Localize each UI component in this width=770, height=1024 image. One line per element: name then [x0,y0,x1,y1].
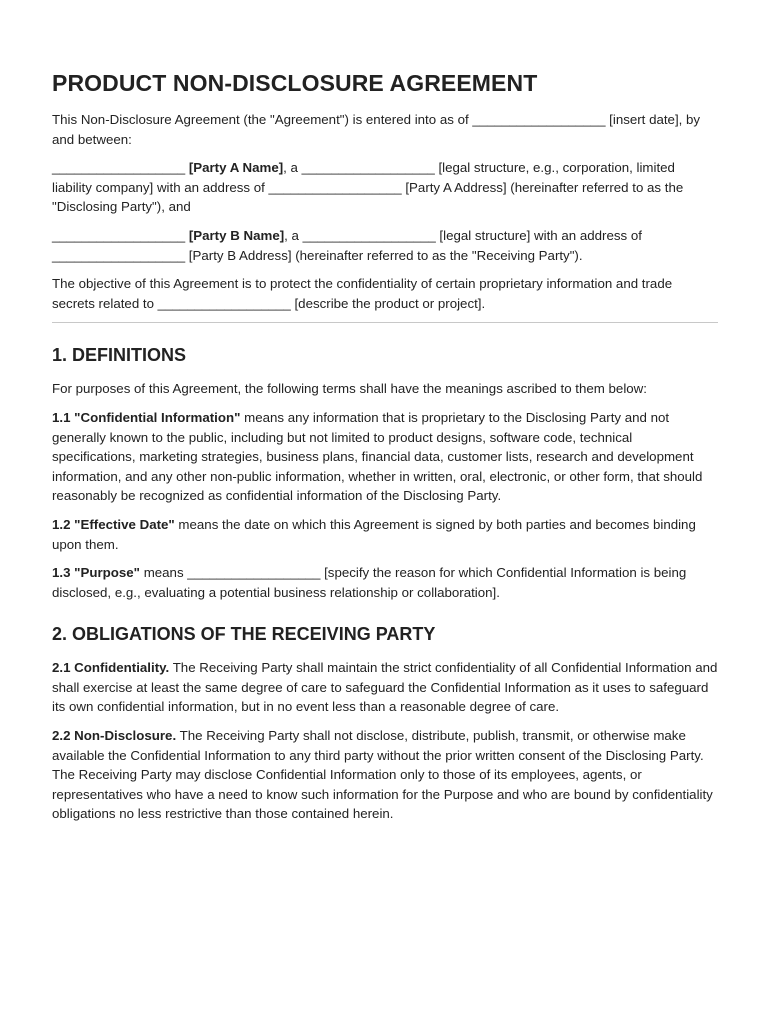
clause-2-2 [52,726,718,824]
section-2-heading: 2. OBLIGATIONS OF THE RECEIVING PARTY [52,624,436,645]
clause-2-1 [52,658,718,717]
clause-text: The Receiving Party shall maintain the strict confidentiality of all Confidential Information and shall exercise at least the same degree of care to safeguard the Confidential Information as it uses to safeguard its own confidential information, but in no event less than a reasonable degree of care. [52,660,718,715]
definition-1-1 [52,408,718,506]
definition-text: means any information that is proprietary to the Disclosing Party and not generally known to the public, including but not limited to product designs, software code, technical specifications, marketing strategies, business plans, financial data, customer lists, research and development information, and any other non-public information, whether in written, oral, electronic, or other form, that should reasonably be recognized as confidential information of the Disclosing Party. [52,409,703,504]
party-b-name: [Party B Name] [188,227,285,243]
clause-text: The Receiving Party shall not disclose, distribute, publish, transmit, or otherwise make available the Confidential Information to any third party without the prior written consent of the Disclosing Party. The Receiving Party may disclose Confidential Information only to those of its employees, agents, or representatives who have a need to know such information for the Purpose and who are bound by confidentiality obligations no less restrictive than those contained herein. [52,728,713,822]
definition-text: means __________________ [specify the reason for which Confidential Information is being disclosed, e.g., evaluating a potential business relationship or collaboration]. [52,565,687,600]
party-a-text: , a __________________ [legal structure, e.g., corporation, limited liability company] with an address of __________________ [Party A Address] (hereinafter referred to as the "Disclosing Party"), and [52,160,684,215]
clause-term: 2.1 Confidentiality. [52,660,170,676]
definition-1-2 [52,515,718,554]
party-b-blank: __________________ [52,227,189,243]
definition-1-3 [52,563,718,602]
clause-term: 2.2 Non-Disclosure. [52,728,177,744]
party-a-blank: __________________ [52,160,189,176]
party-b-text: , a __________________ [legal structure] with an address of __________________ [Party B Address] (hereinafter referred to as the "Receiving Party"). [52,227,642,263]
section-1-intro: For purposes of this Agreement, the following terms shall have the meanings ascribed to them below: [52,381,647,397]
party-a-paragraph [52,158,718,217]
intro-paragraph: This Non-Disclosure Agreement (the "Agreement") is entered into as of __________________ [insert date], by and between: [52,112,701,147]
definition-text: means the date on which this Agreement is signed by both parties and becomes binding upon them. [52,516,696,552]
party-a-name: [Party A Name] [188,160,284,176]
section-1-heading: 1. DEFINITIONS [52,345,187,366]
document-title: PRODUCT NON-DISCLOSURE AGREEMENT [52,70,538,96]
definition-term: 1.1 "Confidential Information" [52,409,241,425]
section-divider [52,322,718,323]
objective-paragraph: The objective of this Agreement is to protect the confidentiality of certain proprietary information and trade secrets related to __________________ [describe the product or project]. [52,276,673,311]
definition-term: 1.2 "Effective Date" [52,516,175,532]
definition-term: 1.3 "Purpose" [52,565,140,581]
party-b-paragraph [52,226,718,265]
